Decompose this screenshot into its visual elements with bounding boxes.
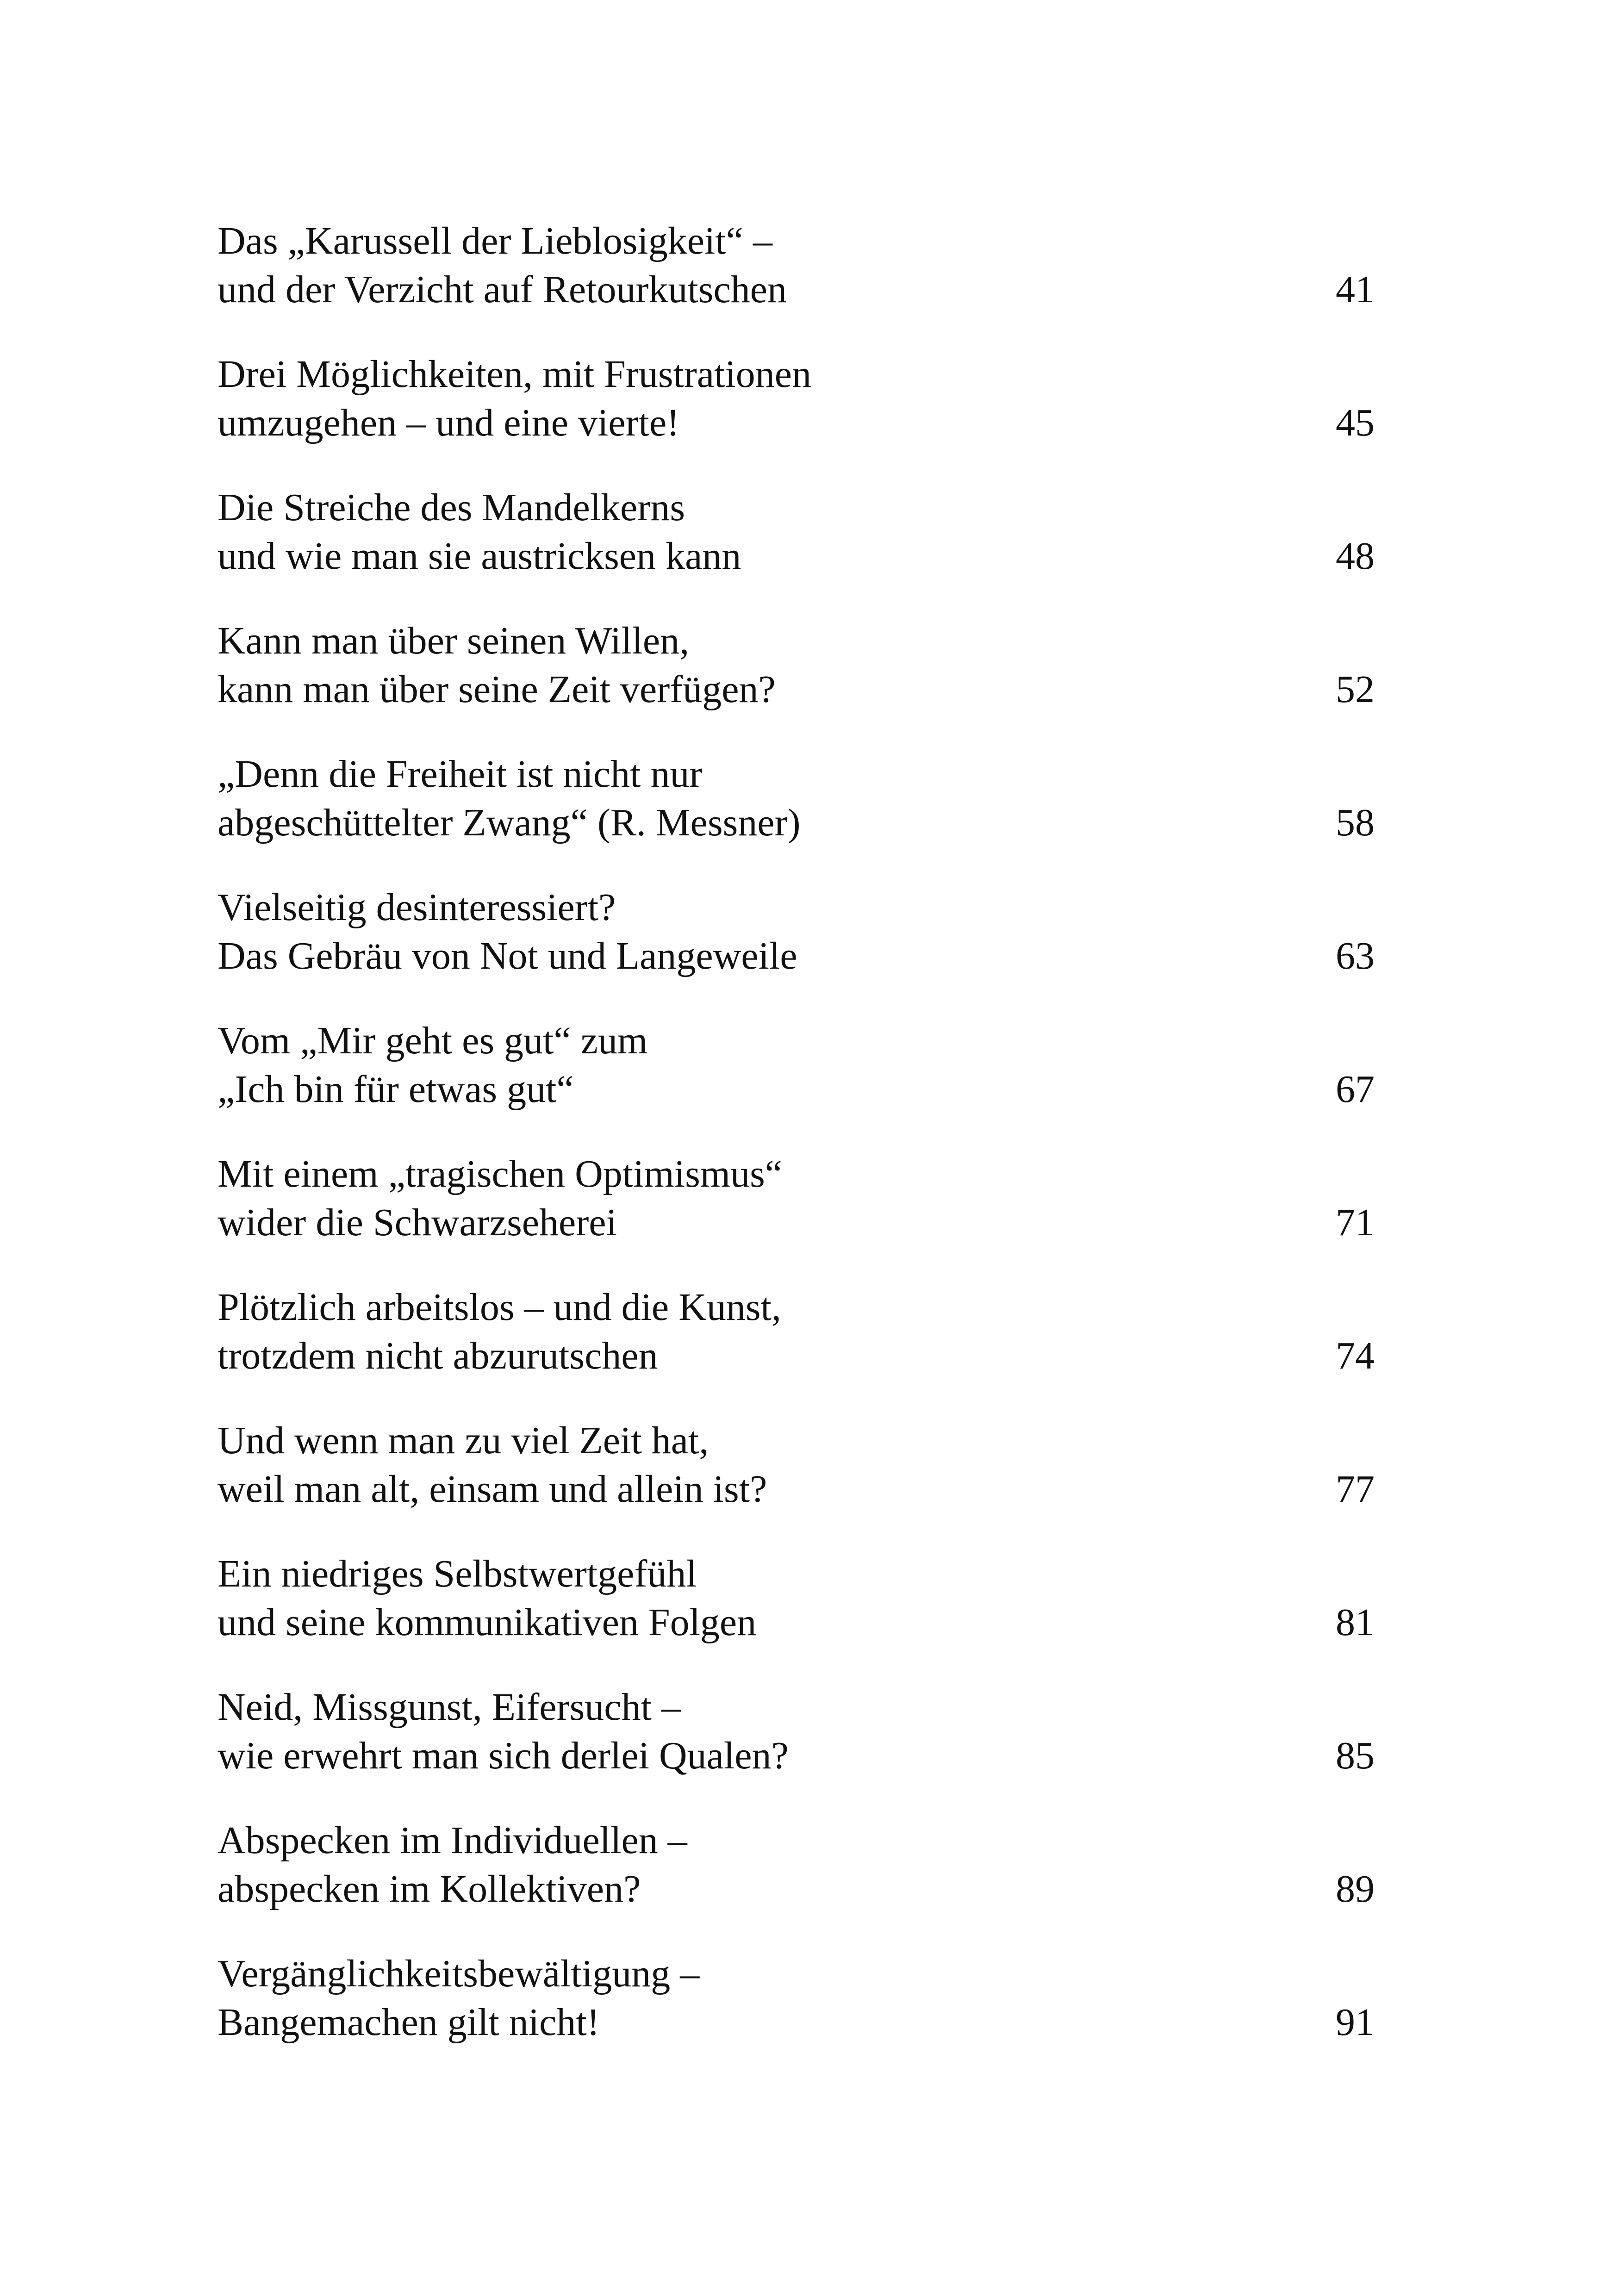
toc-title-line-2: abgeschüttelter Zwang“ (R. Messner): [218, 801, 801, 844]
toc-page-number: 85: [1336, 1734, 1375, 1777]
toc-title-line-1: Die Streiche des Mandelkerns: [218, 486, 685, 529]
toc-entry: [218, 1416, 1375, 1549]
toc-title-line-1: Vielseitig desinteressiert?: [218, 886, 616, 929]
toc-entry: [218, 350, 1375, 483]
toc-title-line-1: Kann man über seinen Willen,: [218, 619, 690, 662]
toc-title-line-1: Plötzlich arbeitslos – und die Kunst,: [218, 1286, 781, 1329]
toc-title-line-2: abspecken im Kollektiven?: [218, 1867, 641, 1910]
toc-page-number: 45: [1336, 401, 1375, 444]
toc-entry: [218, 1283, 1375, 1416]
toc-title-line-2: trotzdem nicht abzurutschen: [218, 1334, 658, 1377]
toc-title-line-2: umzugehen – und eine vierte!: [218, 401, 680, 444]
toc-title-line-2: und der Verzicht auf Retourkutschen: [218, 268, 787, 311]
toc-title-line-2: wie erwehrt man sich derlei Qualen?: [218, 1734, 789, 1777]
toc-title-line-1: Mit einem „tragischen Optimismus“: [218, 1152, 783, 1195]
toc-entry: [218, 1683, 1375, 1816]
toc-entry: [218, 1949, 1375, 2083]
toc-title-line-2: Das Gebräu von Not und Langeweile: [218, 934, 797, 977]
toc-title-line-1: Ein niedriges Selbstwertgefühl: [218, 1552, 697, 1595]
toc-page-number: 52: [1336, 668, 1375, 711]
toc-entry: [218, 217, 1375, 350]
toc-page-number: 91: [1336, 2001, 1375, 2044]
toc-entry: [218, 1816, 1375, 1949]
toc-title-line-2: „Ich bin für etwas gut“: [218, 1068, 574, 1111]
toc-title-line-1: Das „Karussell der Lieblosigkeit“ –: [218, 219, 772, 262]
toc-page-number: 77: [1336, 1468, 1375, 1511]
toc-page-number: 48: [1336, 535, 1375, 578]
toc-title-line-2: Bangemachen gilt nicht!: [218, 2001, 600, 2044]
toc-page-number: 81: [1336, 1601, 1375, 1644]
toc-page-number: 41: [1336, 268, 1375, 311]
table-of-contents: [218, 217, 1375, 2083]
toc-title-line-1: Vergänglichkeitsbewältigung –: [218, 1952, 700, 1995]
toc-title-line-1: Drei Möglichkeiten, mit Frustrationen: [218, 353, 812, 396]
toc-title-line-2: und seine kommunikativen Folgen: [218, 1601, 757, 1644]
toc-page-number: 74: [1336, 1334, 1375, 1377]
toc-page-number: 58: [1336, 801, 1375, 844]
toc-page-number: 67: [1336, 1068, 1375, 1111]
toc-title-line-2: kann man über seine Zeit verfügen?: [218, 668, 776, 711]
toc-title-line-1: „Denn die Freiheit ist nicht nur: [218, 753, 703, 796]
toc-title-line-2: wider die Schwarzseherei: [218, 1201, 617, 1244]
toc-title-line-2: weil man alt, einsam und allein ist?: [218, 1468, 767, 1511]
toc-title-line-2: und wie man sie austricksen kann: [218, 535, 741, 578]
toc-entry: [218, 750, 1375, 883]
toc-entry: [218, 1549, 1375, 1683]
toc-entry: [218, 616, 1375, 750]
toc-entry: [218, 883, 1375, 1016]
toc-entry: [218, 1150, 1375, 1283]
toc-entry: [218, 1016, 1375, 1150]
toc-title-line-1: Neid, Missgunst, Eifersucht –: [218, 1686, 681, 1729]
toc-page-number: 63: [1336, 934, 1375, 977]
toc-entry: [218, 483, 1375, 616]
toc-page-number: 71: [1336, 1201, 1375, 1244]
toc-title-line-1: Vom „Mir geht es gut“ zum: [218, 1019, 648, 1062]
toc-page-number: 89: [1336, 1867, 1375, 1910]
toc-title-line-1: Abspecken im Individuellen –: [218, 1819, 687, 1862]
toc-title-line-1: Und wenn man zu viel Zeit hat,: [218, 1419, 709, 1462]
